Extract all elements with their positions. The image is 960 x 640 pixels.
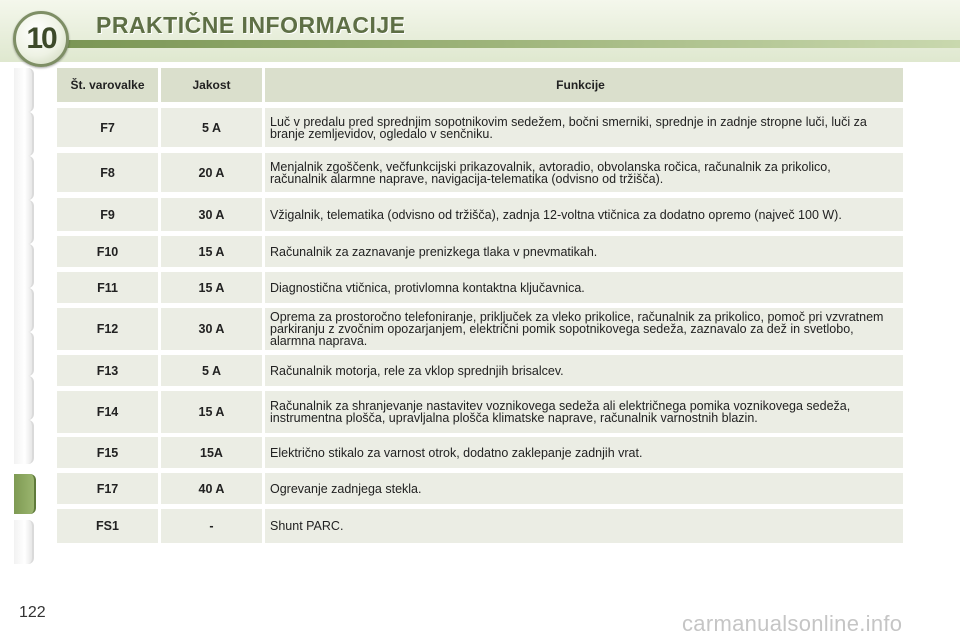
- column-header-amperage: Jakost: [161, 68, 262, 102]
- table-row: [57, 509, 903, 543]
- page-title: PRAKTIČNE INFORMACIJE: [96, 12, 406, 38]
- fuse-number: F17: [57, 473, 158, 504]
- fuse-number: F7: [57, 108, 158, 147]
- fuse-amperage: -: [161, 509, 262, 543]
- fuse-number: F8: [57, 153, 158, 192]
- chapter-tabs: [14, 68, 34, 574]
- fuse-number: F12: [57, 308, 158, 350]
- chapter-number-badge: 10: [13, 11, 69, 67]
- fuse-amperage: 20 A: [161, 153, 262, 192]
- chapter-tab[interactable]: [14, 420, 34, 464]
- fuse-number: F13: [57, 355, 158, 386]
- fuse-function: Računalnik motorja, rele za vklop sprednjih brisalcev.: [265, 355, 903, 386]
- page-number: 122: [19, 604, 46, 621]
- table-row: [57, 308, 903, 350]
- fuse-number: F10: [57, 236, 158, 267]
- chapter-tab[interactable]: [14, 288, 34, 332]
- fuse-amperage: 15A: [161, 437, 262, 468]
- fuse-function: Oprema za prostoročno telefoniranje, priključek za vleko prikolice, računalnik za prikolico, pomoč pri vzvratnem parkiranju z zvočnim opozarjanjem, električni pomik sopotnikovega sedeža, zaznavalo za dež in svetlobo, alarmna naprava.: [265, 308, 903, 350]
- table-row: [57, 198, 903, 231]
- fuse-amperage: 40 A: [161, 473, 262, 504]
- table-row: [57, 473, 903, 504]
- chapter-tab-active[interactable]: [14, 474, 36, 514]
- fuse-function: Računalnik za zaznavanje prenizkega tlaka v pnevmatikah.: [265, 236, 903, 267]
- chapter-tab[interactable]: [14, 244, 34, 288]
- fuse-function: Shunt PARC.: [265, 509, 903, 543]
- table-row: [57, 355, 903, 386]
- fuse-number: F11: [57, 272, 158, 303]
- table-row: [57, 153, 903, 192]
- watermark: carmanualsonline.info: [682, 611, 903, 636]
- table-row: [57, 437, 903, 468]
- fuse-function: Luč v predalu pred sprednjim sopotnikovim sedežem, bočni smerniki, sprednje in zadnje stropne luči, luči za branje zemljevidov, ogledalo v senčniku.: [265, 108, 903, 147]
- chapter-tab[interactable]: [14, 376, 34, 420]
- table-row: [57, 391, 903, 433]
- table-row: [57, 272, 903, 303]
- fuse-number: F15: [57, 437, 158, 468]
- fuse-function: Diagnostična vtičnica, protivlomna kontaktna ključavnica.: [265, 272, 903, 303]
- fuse-amperage: 15 A: [161, 391, 262, 433]
- chapter-tab[interactable]: [14, 156, 34, 200]
- column-header-functions: Funkcije: [265, 68, 903, 102]
- table-header-row: [57, 68, 903, 102]
- fuse-amperage: 30 A: [161, 198, 262, 231]
- fuse-function: Menjalnik zgoščenk, večfunkcijski prikazovalnik, avtoradio, obvolanska ročica, računalnik za prikolico, računalnik alarmne naprave, navigacija-telematika (odvisno od tržišča).: [265, 153, 903, 192]
- fuse-amperage: 15 A: [161, 236, 262, 267]
- chapter-tab[interactable]: [14, 332, 34, 376]
- fuse-number: F14: [57, 391, 158, 433]
- fuse-function: Računalnik za shranjevanje nastavitev voznikovega sedeža ali električnega pomika voznikovega sedeža, instrumentna plošča, upravljalna plošča klimatske naprave, računalnik varnostnih blazin.: [265, 391, 903, 433]
- header-accent-bar: [60, 40, 960, 48]
- fuse-amperage: 5 A: [161, 108, 262, 147]
- fuse-number: FS1: [57, 509, 158, 543]
- chapter-tab[interactable]: [14, 68, 34, 112]
- chapter-tab[interactable]: [14, 200, 34, 244]
- table-row: [57, 236, 903, 267]
- table-row: [57, 108, 903, 147]
- column-header-fuse-number: Št. varovalke: [57, 68, 158, 102]
- fuse-number: F9: [57, 198, 158, 231]
- fuse-function: Vžigalnik, telematika (odvisno od tržišča), zadnja 12-voltna vtičnica za dodatno opremo (največ 100 W).: [265, 198, 903, 231]
- fuse-function: Ogrevanje zadnjega stekla.: [265, 473, 903, 504]
- fuse-amperage: 15 A: [161, 272, 262, 303]
- fuse-amperage: 30 A: [161, 308, 262, 350]
- chapter-tab[interactable]: [14, 520, 34, 564]
- fuse-amperage: 5 A: [161, 355, 262, 386]
- chapter-tab[interactable]: [14, 112, 34, 156]
- fuse-function: Električno stikalo za varnost otrok, dodatno zaklepanje zadnjih vrat.: [265, 437, 903, 468]
